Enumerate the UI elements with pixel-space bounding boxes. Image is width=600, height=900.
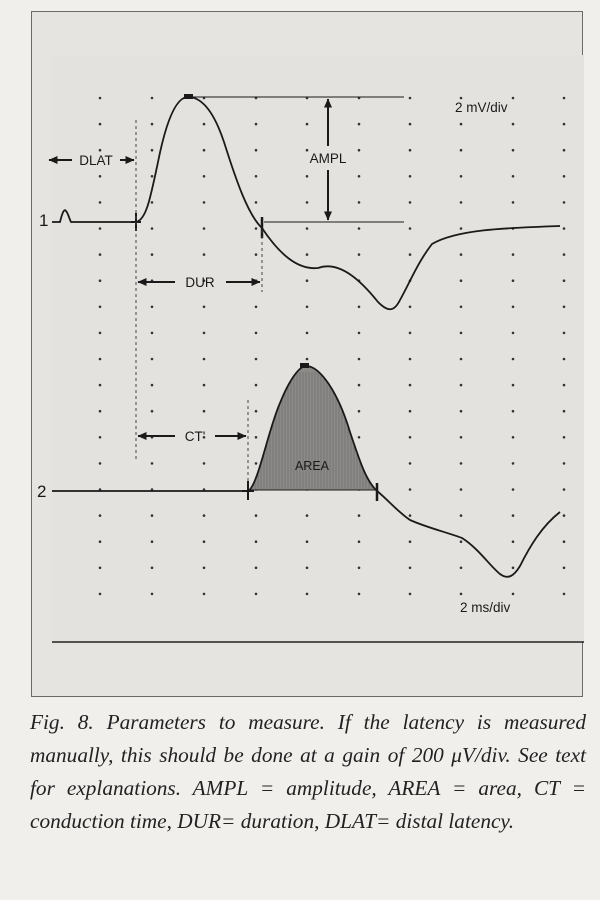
grid-dot (512, 149, 515, 152)
grid-dot (563, 384, 566, 387)
grid-dot (409, 201, 412, 204)
grid-dot (460, 540, 463, 543)
grid-dot (306, 279, 309, 282)
grid-dot (255, 201, 258, 204)
grid-dot (151, 97, 154, 100)
grid-dot (460, 175, 463, 178)
grid-dot (255, 540, 258, 543)
grid-dot (512, 567, 515, 570)
grid-dot (306, 123, 309, 126)
grid-dot (409, 149, 412, 152)
grid-dot (203, 462, 206, 465)
grid-dot (460, 201, 463, 204)
grid-dot (358, 149, 361, 152)
dur-label: DUR (185, 275, 215, 290)
grid-dot (151, 410, 154, 413)
grid-dot (151, 514, 154, 517)
screen-area (52, 55, 584, 642)
grid-dot (99, 201, 102, 204)
grid-dot (409, 540, 412, 543)
grid-dot (409, 514, 412, 517)
grid-dot (358, 514, 361, 517)
grid-dot (203, 384, 206, 387)
grid-dot (203, 227, 206, 230)
grid-dot (512, 488, 515, 491)
grid-dot (409, 97, 412, 100)
grid-dot (409, 384, 412, 387)
grid-dot (358, 201, 361, 204)
grid-dot (255, 123, 258, 126)
grid-dot (460, 306, 463, 309)
grid-dot (563, 358, 566, 361)
grid-dot (358, 227, 361, 230)
grid-dot (255, 462, 258, 465)
grid-dot (460, 358, 463, 361)
grid-dot (203, 149, 206, 152)
trace-1-label: 1 (39, 211, 49, 230)
time-scale-label: 2 ms/div (460, 600, 511, 615)
grid-dot (460, 462, 463, 465)
grid-dot (151, 201, 154, 204)
grid-dot (563, 593, 566, 596)
grid-dot (306, 593, 309, 596)
grid-dot (563, 279, 566, 282)
grid-dot (255, 358, 258, 361)
grid-dot (99, 410, 102, 413)
grid-dot (358, 358, 361, 361)
grid-dot (99, 384, 102, 387)
grid-dot (99, 462, 102, 465)
grid-dot (460, 593, 463, 596)
area-label: AREA (294, 459, 330, 473)
grid-dot (358, 410, 361, 413)
grid-dot (358, 593, 361, 596)
grid-dot (306, 567, 309, 570)
grid-dot (358, 253, 361, 256)
grid-dot (306, 227, 309, 230)
grid-dot (512, 410, 515, 413)
grid-dot (460, 123, 463, 126)
grid-dot (203, 332, 206, 335)
grid-dot (512, 123, 515, 126)
grid-dot (358, 567, 361, 570)
grid-dot (99, 279, 102, 282)
grid-dot (99, 253, 102, 256)
grid-dot (255, 175, 258, 178)
grid-dot (255, 306, 258, 309)
grid-dot (460, 436, 463, 439)
grid-dot (203, 410, 206, 413)
grid-dot (409, 123, 412, 126)
grid-dot (99, 175, 102, 178)
grid-dot (203, 514, 206, 517)
grid-dot (563, 436, 566, 439)
grid-dot (358, 175, 361, 178)
grid-dot (460, 253, 463, 256)
grid-dot (460, 279, 463, 282)
grid-dot (255, 436, 258, 439)
grid-dot (409, 462, 412, 465)
grid-dot (151, 332, 154, 335)
grid-dot (409, 306, 412, 309)
grid-dot (460, 410, 463, 413)
peak-marker-2 (300, 363, 309, 368)
grid-dot (203, 253, 206, 256)
grid-dot (99, 227, 102, 230)
grid-dot (203, 175, 206, 178)
grid-dot (151, 306, 154, 309)
grid-dot (460, 149, 463, 152)
grid-dot (306, 149, 309, 152)
grid-dot (563, 201, 566, 204)
grid-dot (563, 227, 566, 230)
grid-dot (409, 253, 412, 256)
grid-dot (358, 123, 361, 126)
grid-dot (151, 567, 154, 570)
grid-dot (151, 149, 154, 152)
grid-dot (409, 358, 412, 361)
grid-dot (563, 123, 566, 126)
grid-dot (255, 384, 258, 387)
grid-dot (151, 462, 154, 465)
grid-dot (512, 175, 515, 178)
grid-dot (512, 384, 515, 387)
grid-dot (460, 488, 463, 491)
grid-dot (151, 253, 154, 256)
grid-dot (409, 567, 412, 570)
grid-dot (512, 306, 515, 309)
grid-dot (563, 149, 566, 152)
grid-dot (563, 514, 566, 517)
grid-dot (255, 567, 258, 570)
grid-dot (512, 253, 515, 256)
grid-dot (358, 540, 361, 543)
grid-dot (99, 332, 102, 335)
grid-dot (203, 567, 206, 570)
grid-dot (255, 410, 258, 413)
grid-dot (409, 410, 412, 413)
grid-dot (203, 593, 206, 596)
grid-dot (409, 227, 412, 230)
grid-dot (563, 410, 566, 413)
grid-dot (255, 514, 258, 517)
grid-dot (255, 332, 258, 335)
grid-dot (512, 332, 515, 335)
grid-dot (409, 593, 412, 596)
grid-dot (306, 514, 309, 517)
voltage-scale-label: 2 mV/div (455, 100, 508, 115)
grid-dot (460, 332, 463, 335)
grid-dot (203, 123, 206, 126)
grid-dot (151, 175, 154, 178)
grid-dot (99, 123, 102, 126)
grid-dot (460, 227, 463, 230)
grid-dot (99, 540, 102, 543)
grid-dot (99, 436, 102, 439)
grid-dot (203, 540, 206, 543)
grid-dot (409, 488, 412, 491)
grid-dot (512, 279, 515, 282)
grid-dot (99, 358, 102, 361)
grid-dot (151, 384, 154, 387)
grid-dot (306, 253, 309, 256)
grid-dot (306, 332, 309, 335)
grid-dot (358, 384, 361, 387)
grid-dot (563, 540, 566, 543)
grid-dot (306, 201, 309, 204)
grid-dot (151, 540, 154, 543)
grid-dot (563, 97, 566, 100)
grid-dot (255, 593, 258, 596)
trace-2-label: 2 (37, 482, 47, 501)
grid-dot (460, 567, 463, 570)
grid-dot (563, 306, 566, 309)
grid-dot (203, 306, 206, 309)
grid-dot (99, 149, 102, 152)
grid-dot (409, 436, 412, 439)
grid-dot (563, 462, 566, 465)
ampl-label: AMPL (309, 151, 347, 166)
peak-marker-1 (184, 94, 193, 99)
grid-dot (151, 123, 154, 126)
grid-dot (99, 306, 102, 309)
grid-dot (358, 332, 361, 335)
grid-dot (512, 201, 515, 204)
grid-dot (563, 253, 566, 256)
grid-dot (512, 540, 515, 543)
grid-dot (255, 149, 258, 152)
grid-dot (255, 253, 258, 256)
grid-dot (99, 567, 102, 570)
dlat-label: DLAT (79, 153, 113, 168)
grid-dot (512, 514, 515, 517)
grid-dot (151, 593, 154, 596)
grid-dot (306, 306, 309, 309)
grid-dot (151, 227, 154, 230)
grid-dot (460, 97, 463, 100)
grid-dot (563, 567, 566, 570)
grid-dot (512, 593, 515, 596)
grid-dot (563, 332, 566, 335)
grid-dot (306, 540, 309, 543)
figure-caption: Fig. 8. Parameters to measure. If the latency is measured manually, this should be done at a gain of 200 μV/div. See text for explanations. AMPL = amplitude, AREA = area, CT = conduction time, DUR= duration, DLAT= distal latency. (30, 710, 586, 833)
grid-dot (358, 436, 361, 439)
grid-dot (563, 175, 566, 178)
grid-dot (409, 332, 412, 335)
grid-dot (306, 175, 309, 178)
grid-dot (409, 175, 412, 178)
grid-dot (99, 593, 102, 596)
grid-dot (255, 227, 258, 230)
grid-dot (512, 436, 515, 439)
grid-dot (306, 358, 309, 361)
grid-dot (99, 514, 102, 517)
grid-dot (460, 384, 463, 387)
grid-dot (563, 488, 566, 491)
grid-dot (512, 358, 515, 361)
grid-dot (203, 358, 206, 361)
grid-dot (203, 201, 206, 204)
grid-dot (358, 306, 361, 309)
ct-label: CT' (184, 429, 206, 444)
grid-dot (99, 97, 102, 100)
grid-dot (512, 462, 515, 465)
grid-dot (512, 97, 515, 100)
grid-dot (460, 514, 463, 517)
grid-dot (151, 358, 154, 361)
